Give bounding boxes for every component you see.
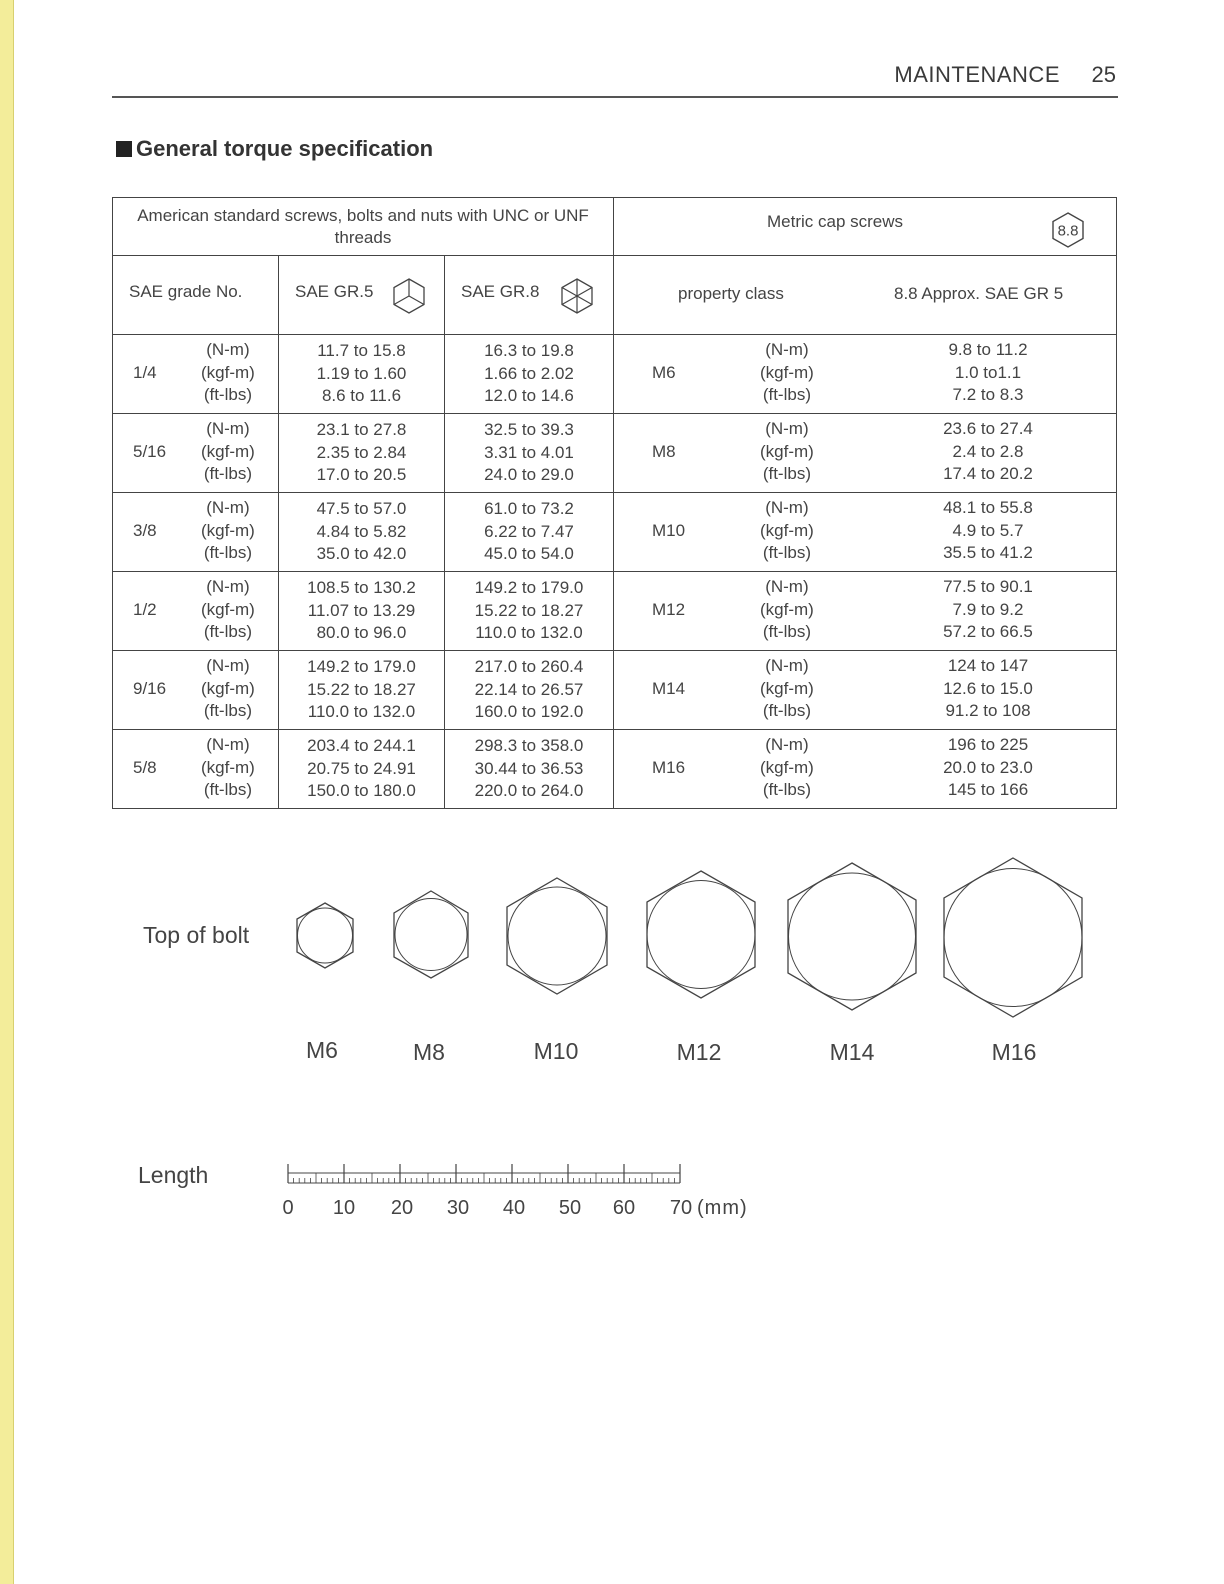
unit-nm: (N-m): [765, 340, 809, 359]
value: 108.5 to 130.2: [307, 578, 416, 598]
ruler-tick-60: 60: [612, 1197, 636, 1219]
table-row: [113, 651, 1117, 730]
metric-size: M14: [652, 679, 686, 698]
gr5-values: [279, 414, 445, 493]
metric-cell: [614, 730, 1117, 809]
value: 217.0 to 260.4: [474, 657, 584, 677]
page-number: 25: [1091, 62, 1116, 87]
value: 149.2 to 179.0: [474, 578, 584, 598]
bolt-head-m6-icon: [296, 902, 356, 970]
section-heading: [116, 136, 433, 162]
bolt-name-m10: M10: [533, 1038, 579, 1064]
table-row: [113, 572, 1117, 651]
unit-list: [760, 497, 814, 565]
size-cell: [113, 730, 279, 809]
value: 23.6 to 27.4: [943, 419, 1033, 438]
metric-header: [614, 198, 1117, 256]
unit-nm: (N-m): [765, 577, 809, 596]
value: 196 to 225: [947, 735, 1029, 754]
grade-8-bolt-head-icon: [559, 278, 595, 314]
metric-cell: [614, 572, 1117, 651]
gr5-values: [279, 335, 445, 414]
bolt-head-m10-icon: [506, 877, 610, 995]
unit-ftlbs: (ft-lbs): [762, 780, 811, 799]
unit-list: [760, 576, 814, 644]
value: 24.0 to 29.0: [484, 465, 574, 485]
gr8-values: [445, 730, 614, 809]
gr5-values: [279, 651, 445, 730]
ruler-unit: (mm): [697, 1197, 748, 1219]
value: 80.0 to 96.0: [316, 623, 407, 643]
gr5-values: [279, 493, 445, 572]
value: 16.3 to 19.8: [484, 341, 574, 361]
value: 12.6 to 15.0: [943, 678, 1033, 698]
bolt-name-m6: M6: [306, 1037, 338, 1063]
value: 48.1 to 55.8: [943, 498, 1033, 517]
metric-cell: [614, 493, 1117, 572]
property-class-label: property class: [678, 284, 784, 303]
length-label: Length: [138, 1162, 209, 1188]
value: 17.0 to 20.5: [316, 465, 407, 485]
value: 17.4 to 20.2: [943, 464, 1033, 483]
value: 11.07 to 13.29: [307, 600, 416, 620]
metric-size: M10: [652, 521, 686, 540]
bolt-name-m14: M14: [829, 1039, 875, 1065]
bolt-size: 1/4: [133, 363, 157, 382]
unit-kgfm: (kgf-m): [760, 757, 814, 777]
metric-values: [914, 576, 1062, 644]
value: 150.0 to 180.0: [307, 781, 416, 801]
value: 6.22 to 7.47: [484, 521, 574, 541]
unit-list: [201, 339, 255, 407]
sae-gr5-header: [279, 256, 445, 335]
heading-bullet-icon: [116, 141, 132, 157]
ruler-tick-40: 40: [502, 1197, 526, 1219]
bolt-size: 1/2: [133, 600, 157, 619]
bolt-name-m8: M8: [413, 1039, 445, 1065]
unit-list: [201, 734, 255, 802]
grade-8-8-badge-icon: [1050, 212, 1086, 248]
american-header: American standard screws, bolts and nuts with UNC or UNF threads: [113, 198, 614, 256]
metric-values: [914, 418, 1062, 486]
unit-kgfm: (kgf-m): [201, 599, 255, 619]
bolt-size: 5/8: [133, 758, 157, 777]
gr8-values: [445, 335, 614, 414]
unit-list: [201, 497, 255, 565]
ruler-tick-70: 70: [669, 1197, 693, 1219]
unit-kgfm: (kgf-m): [760, 599, 814, 619]
sae-grade-header: [113, 256, 279, 335]
ruler-tick-50: 50: [558, 1197, 582, 1219]
ruler-tick-30: 30: [446, 1197, 470, 1219]
unit-kgfm: (kgf-m): [201, 520, 255, 540]
size-cell: [113, 414, 279, 493]
unit-ftlbs: (ft-lbs): [762, 543, 811, 562]
unit-ftlbs: (ft-lbs): [762, 464, 811, 483]
sae-gr5-label: SAE GR.5: [295, 282, 374, 301]
value: 30.44 to 36.53: [474, 758, 584, 778]
gr5-values: [279, 730, 445, 809]
ruler-tick-10: 10: [332, 1197, 356, 1219]
value: 110.0 to 132.0: [307, 702, 416, 722]
unit-list: [201, 655, 255, 723]
value: 124 to 147: [947, 656, 1029, 675]
value: 4.9 to 5.7: [952, 520, 1024, 540]
value: 35.5 to 41.2: [943, 543, 1033, 562]
value: 3.31 to 4.01: [484, 442, 574, 462]
length-ruler: [282, 1160, 686, 1190]
unit-nm: (N-m): [765, 656, 809, 675]
table-row: [113, 493, 1117, 572]
value: 1.19 to 1.60: [316, 363, 407, 383]
value: 32.5 to 39.3: [484, 420, 574, 440]
unit-list: [201, 576, 255, 644]
value: 9.8 to 11.2: [948, 340, 1028, 359]
unit-nm: (N-m): [206, 656, 250, 675]
value: 2.4 to 2.8: [952, 441, 1024, 461]
bolt-head-m12-icon: [645, 870, 757, 1000]
value: 298.3 to 358.0: [474, 736, 584, 756]
badge-text: 8.8: [1057, 222, 1079, 240]
unit-ftlbs: (ft-lbs): [762, 385, 811, 404]
value: 57.2 to 66.5: [943, 622, 1033, 641]
unit-nm: (N-m): [206, 577, 250, 596]
size-cell: [113, 335, 279, 414]
bolt-head-m16-icon: [941, 857, 1085, 1019]
metric-size: M8: [652, 442, 676, 461]
bolt-name-m16: M16: [991, 1039, 1037, 1065]
metric-cell: [614, 414, 1117, 493]
gr8-values: [445, 572, 614, 651]
value: 20.75 to 24.91: [307, 758, 416, 778]
unit-ftlbs: (ft-lbs): [762, 701, 811, 720]
value: 7.9 to 9.2: [952, 599, 1024, 619]
section-title: MAINTENANCE: [894, 62, 1060, 87]
ruler-tick-0: 0: [282, 1197, 294, 1219]
grade-5-bolt-head-icon: [391, 278, 427, 314]
value: 11.7 to 15.8: [317, 341, 406, 361]
metric-values: [914, 339, 1062, 407]
unit-nm: (N-m): [765, 419, 809, 438]
size-cell: [113, 572, 279, 651]
bolt-size: 3/8: [133, 521, 157, 540]
sae-gr8-header: [445, 256, 614, 335]
value: 45.0 to 54.0: [484, 544, 574, 564]
metric-size: M12: [652, 600, 686, 619]
value: 20.0 to 23.0: [943, 757, 1033, 777]
value: 1.66 to 2.02: [484, 363, 574, 383]
property-class-header: [614, 256, 1117, 335]
value: 8.6 to 11.6: [321, 386, 402, 406]
value: 91.2 to 108: [945, 701, 1031, 720]
value: 203.4 to 244.1: [307, 736, 416, 756]
bolt-head-m14-icon: [785, 862, 919, 1012]
value: 4.84 to 5.82: [316, 521, 407, 541]
gr8-values: [445, 493, 614, 572]
torque-table: [112, 197, 1117, 809]
value: 47.5 to 57.0: [316, 499, 407, 519]
unit-list: [760, 655, 814, 723]
unit-list: [760, 418, 814, 486]
unit-ftlbs: (ft-lbs): [203, 701, 252, 720]
table-header-row: [113, 198, 1117, 256]
value: 2.35 to 2.84: [316, 442, 407, 462]
table-row: [113, 730, 1117, 809]
metric-cell: [614, 335, 1117, 414]
value: 22.14 to 26.57: [474, 679, 584, 699]
metric-size: M6: [652, 363, 676, 382]
metric-values: [914, 655, 1062, 723]
table-row: [113, 335, 1117, 414]
unit-nm: (N-m): [206, 735, 250, 754]
size-cell: [113, 651, 279, 730]
bolt-size: 5/16: [133, 442, 167, 461]
ruler-tick-20: 20: [390, 1197, 414, 1219]
gr5-values: [279, 572, 445, 651]
unit-kgfm: (kgf-m): [201, 757, 255, 777]
unit-nm: (N-m): [765, 735, 809, 754]
bolt-head-m8-icon: [393, 890, 471, 980]
value: 23.1 to 27.8: [316, 420, 407, 440]
value: 145 to 166: [947, 780, 1029, 799]
value: 7.2 to 8.3: [952, 385, 1024, 404]
page-edge-line: [13, 0, 14, 1584]
metric-values: [914, 497, 1062, 565]
metric-cell: [614, 651, 1117, 730]
gr8-values: [445, 414, 614, 493]
approx-sae-label: 8.8 Approx. SAE GR 5: [894, 284, 1064, 303]
unit-nm: (N-m): [206, 419, 250, 438]
metric-header-label: Metric cap screws: [766, 212, 904, 231]
unit-kgfm: (kgf-m): [760, 520, 814, 540]
value: 220.0 to 264.0: [474, 781, 584, 801]
value: 35.0 to 42.0: [316, 544, 407, 564]
unit-kgfm: (kgf-m): [760, 678, 814, 698]
top-of-bolt-label: Top of bolt: [143, 922, 250, 948]
unit-nm: (N-m): [765, 498, 809, 517]
value: 110.0 to 132.0: [475, 623, 583, 643]
page-edge-tint: [0, 0, 14, 1584]
value: 61.0 to 73.2: [484, 499, 574, 519]
unit-nm: (N-m): [206, 498, 250, 517]
page-header: [112, 60, 1118, 98]
gr8-values: [445, 651, 614, 730]
sae-grade-label: SAE grade No.: [129, 282, 243, 301]
unit-ftlbs: (ft-lbs): [203, 543, 252, 562]
value: 12.0 to 14.6: [484, 386, 574, 406]
value: 15.22 to 18.27: [474, 600, 584, 620]
unit-ftlbs: (ft-lbs): [203, 622, 252, 641]
value: 149.2 to 179.0: [307, 657, 416, 677]
value: 77.5 to 90.1: [943, 577, 1033, 596]
unit-ftlbs: (ft-lbs): [203, 385, 252, 404]
unit-ftlbs: (ft-lbs): [203, 464, 252, 483]
table-row: [113, 414, 1117, 493]
unit-kgfm: (kgf-m): [201, 362, 255, 382]
table-subheader-row: [113, 256, 1117, 335]
unit-kgfm: (kgf-m): [201, 678, 255, 698]
unit-list: [760, 339, 814, 407]
sae-gr8-label: SAE GR.8: [461, 282, 540, 301]
unit-list: [201, 418, 255, 486]
heading-text: General torque specification: [136, 136, 434, 161]
unit-kgfm: (kgf-m): [760, 441, 814, 461]
size-cell: [113, 493, 279, 572]
unit-list: [760, 734, 814, 802]
value: 1.0 to1.1: [954, 362, 1022, 382]
metric-size: M16: [652, 758, 686, 777]
value: 160.0 to 192.0: [474, 702, 584, 722]
bolt-name-m12: M12: [676, 1039, 722, 1065]
unit-kgfm: (kgf-m): [201, 441, 255, 461]
unit-kgfm: (kgf-m): [760, 362, 814, 382]
bolt-size: 9/16: [133, 679, 167, 698]
unit-nm: (N-m): [206, 340, 250, 359]
metric-values: [914, 734, 1062, 802]
unit-ftlbs: (ft-lbs): [203, 780, 252, 799]
unit-ftlbs: (ft-lbs): [762, 622, 811, 641]
value: 15.22 to 18.27: [307, 679, 416, 699]
